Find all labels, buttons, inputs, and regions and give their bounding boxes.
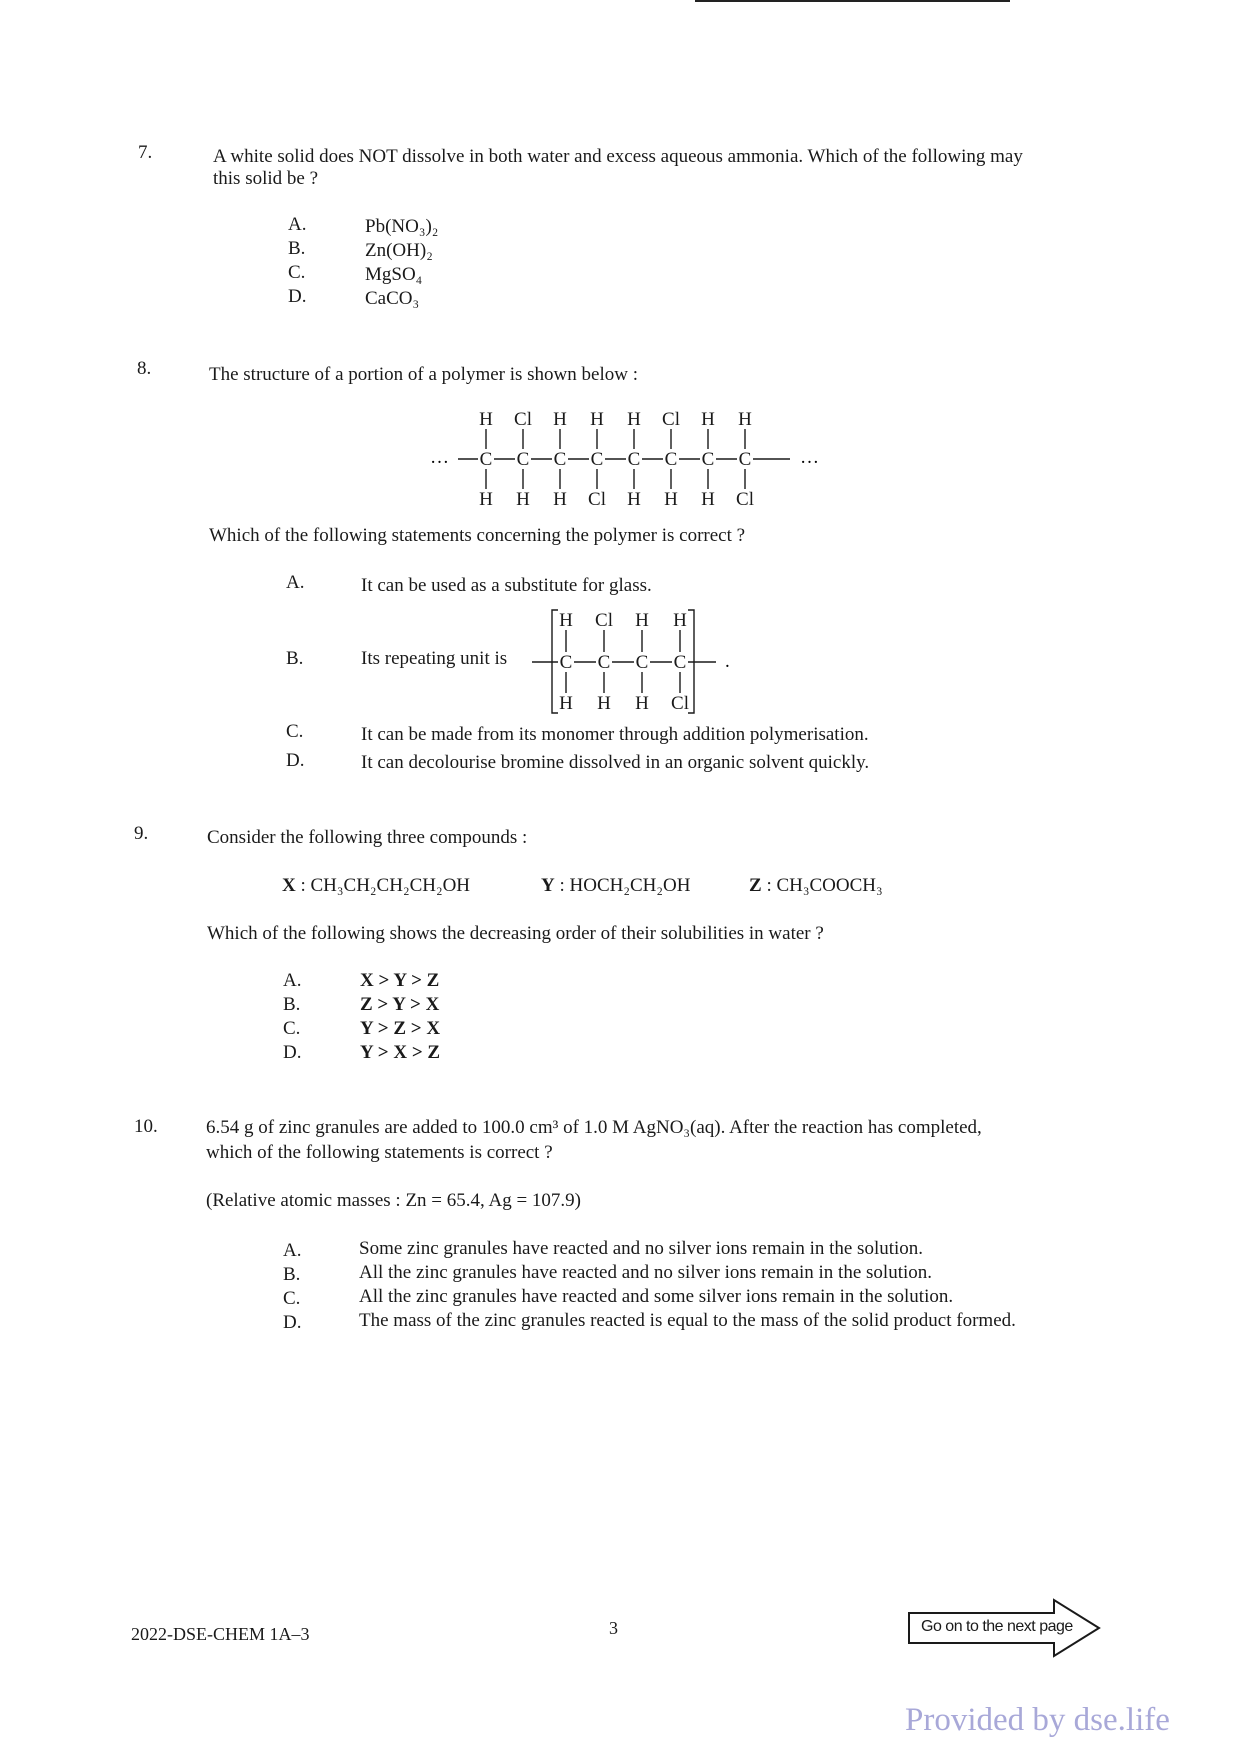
question-stem: 6.54 g of zinc granules are added to 100.0 cm³ of 1.0 M AgNO₃(aq). After the reaction has completed,	[206, 1117, 982, 1138]
poly-top-atom: H	[553, 409, 567, 430]
unit-bottom-atom: H	[597, 693, 611, 714]
poly-carbon-atom: C	[590, 449, 604, 470]
option-letter: D.	[288, 286, 307, 307]
unit-top-atom: H	[559, 610, 573, 631]
option-text: Y > Z > X	[360, 1018, 441, 1039]
compound-formula: : CH₃COOCH₃	[761, 875, 883, 896]
option-text: It can be made from its monomer through addition polymerisation.	[361, 724, 869, 745]
question-stem: Which of the following statements concerning the polymer is correct ?	[209, 525, 746, 546]
unit-carbon-atom: C	[635, 652, 649, 673]
poly-top-atom: Cl	[662, 409, 680, 430]
poly-top-atom: H	[701, 409, 715, 430]
ellipsis-right: …	[800, 447, 819, 468]
repeating-unit-structure	[530, 605, 740, 715]
unit-carbon-atom: C	[597, 652, 611, 673]
poly-carbon-atom: C	[479, 449, 493, 470]
option-letter: D.	[283, 1312, 302, 1333]
option-text: Z > Y > X	[360, 994, 440, 1015]
option-text: Zn(OH)₂	[365, 240, 433, 261]
poly-carbon-atom: C	[553, 449, 567, 470]
poly-top-atom: H	[738, 409, 752, 430]
unit-bottom-atom: Cl	[671, 693, 689, 714]
poly-bottom-atom: H	[627, 489, 641, 510]
option-letter: B.	[288, 238, 306, 259]
unit-bottom-atom: H	[635, 693, 649, 714]
option-letter: D.	[286, 750, 305, 771]
option-letter: B.	[283, 994, 301, 1015]
question-stem: A white solid does NOT dissolve in both water and excess aqueous ammonia. Which of the following may	[213, 146, 1023, 167]
polymer-structure	[420, 405, 840, 510]
unit-carbon-atom: C	[673, 652, 687, 673]
option-letter: C.	[283, 1018, 301, 1039]
question-stem: this solid be ?	[213, 168, 319, 189]
poly-carbon-atom: C	[516, 449, 530, 470]
poly-bottom-atom: H	[664, 489, 678, 510]
unit-end-mark: .	[725, 651, 730, 672]
next-page-button[interactable]	[907, 1598, 1103, 1658]
option-letter: A.	[283, 1240, 302, 1261]
option-text: X > Y > Z	[360, 970, 440, 991]
option-letter: B.	[283, 1264, 301, 1285]
compound-formula: : HOCH₂CH₂OH	[554, 875, 691, 896]
compound-label: Z	[749, 875, 762, 896]
page-number: 3	[609, 1618, 618, 1638]
question-number: 10.	[134, 1116, 158, 1137]
poly-top-atom: H	[479, 409, 493, 430]
unit-bottom-atom: H	[559, 693, 573, 714]
poly-bottom-atom: Cl	[588, 489, 606, 510]
poly-bottom-atom: H	[701, 489, 715, 510]
top-rule	[695, 0, 1010, 2]
option-text: CaCO₃	[365, 288, 420, 309]
unit-top-atom: H	[673, 610, 687, 631]
option-text: The mass of the zinc granules reacted is equal to the mass of the solid product formed.	[359, 1310, 1016, 1331]
option-letter: C.	[283, 1288, 301, 1309]
question-number: 7.	[138, 142, 153, 163]
poly-carbon-atom: C	[738, 449, 752, 470]
poly-bottom-atom: H	[479, 489, 493, 510]
unit-carbon-atom: C	[559, 652, 573, 673]
poly-carbon-atom: C	[664, 449, 678, 470]
question-stem: Consider the following three compounds :	[207, 827, 528, 848]
next-page-label: Go on to the next page	[921, 1618, 1073, 1635]
option-text: Y > X > Z	[360, 1042, 441, 1063]
option-letter: A.	[283, 970, 302, 991]
option-text: It can decolourise bromine dissolved in an organic solvent quickly.	[361, 752, 870, 773]
option-letter: A.	[286, 572, 305, 593]
compound-label: X	[282, 875, 296, 896]
poly-bottom-atom: H	[553, 489, 567, 510]
question-stem: Which of the following shows the decreasing order of their solubilities in water ?	[207, 923, 824, 944]
question-number: 8.	[137, 358, 152, 379]
compound-label: Y	[541, 875, 555, 896]
option-letter: C.	[286, 721, 304, 742]
option-letter: A.	[288, 214, 307, 235]
unit-top-atom: Cl	[595, 610, 613, 631]
poly-top-atom: Cl	[514, 409, 532, 430]
option-letter: D.	[283, 1042, 302, 1063]
poly-bottom-atom: Cl	[736, 489, 754, 510]
option-text: It can be used as a substitute for glass.	[361, 575, 652, 596]
question-stem: which of the following statements is correct ?	[206, 1142, 553, 1163]
paper-code: 2022-DSE-CHEM 1A–3	[131, 1624, 310, 1644]
compound-y	[541, 874, 690, 898]
compound-formula: : CH₃CH₂CH₂CH₂OH	[295, 875, 471, 896]
relative-atomic-masses-note: (Relative atomic masses : Zn = 65.4, Ag = 107.9)	[206, 1190, 581, 1211]
poly-carbon-atom: C	[701, 449, 715, 470]
option-letter: C.	[288, 262, 306, 283]
question-number: 9.	[134, 823, 149, 844]
poly-carbon-atom: C	[627, 449, 641, 470]
poly-top-atom: H	[627, 409, 641, 430]
question-stem: The structure of a portion of a polymer is shown below :	[209, 364, 638, 385]
option-text: All the zinc granules have reacted and some silver ions remain in the solution.	[359, 1286, 954, 1307]
unit-top-atom: H	[635, 610, 649, 631]
option-letter: B.	[286, 648, 304, 669]
poly-bottom-atom: H	[516, 489, 530, 510]
option-text: MgSO₄	[365, 264, 423, 285]
option-text: Its repeating unit is	[361, 648, 508, 669]
poly-top-atom: H	[590, 409, 604, 430]
compound-z	[749, 874, 883, 898]
option-text: All the zinc granules have reacted and no silver ions remain in the solution.	[359, 1262, 932, 1283]
compound-x	[282, 874, 470, 898]
option-text: Pb(NO₃)₂	[365, 216, 439, 237]
watermark: Provided by dse.life	[905, 1702, 1170, 1738]
ellipsis-left: …	[430, 447, 449, 468]
option-text: Some zinc granules have reacted and no silver ions remain in the solution.	[359, 1238, 924, 1259]
